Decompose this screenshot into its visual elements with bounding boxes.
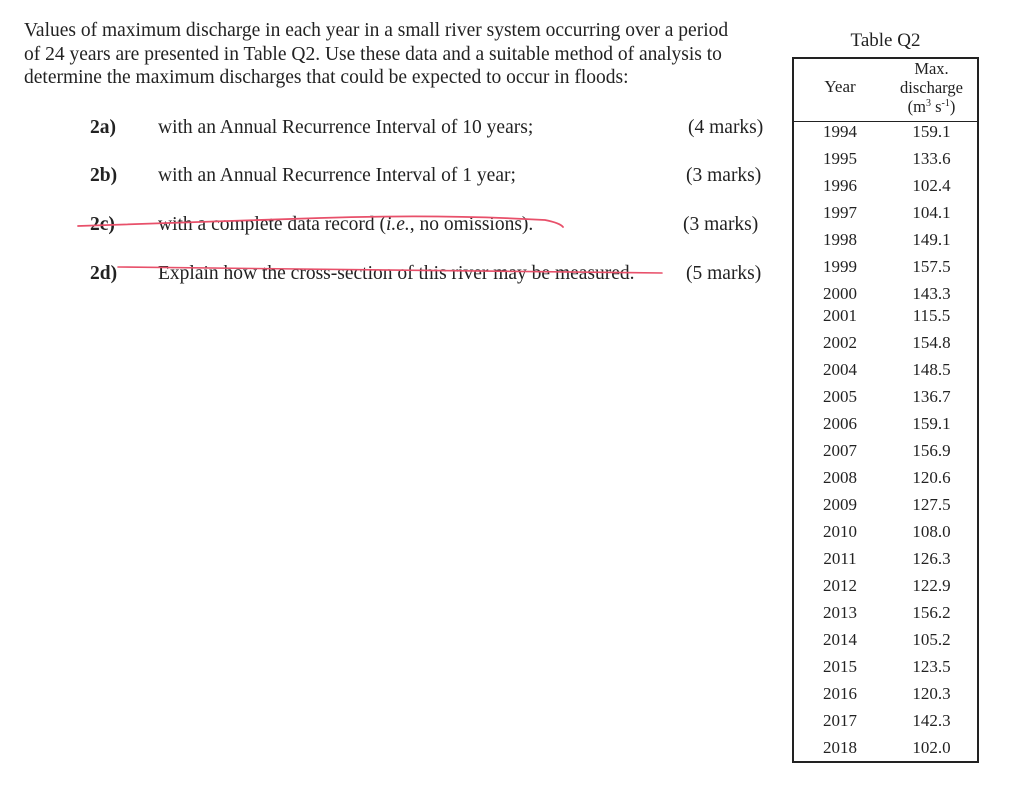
- table-cell-year: 1994: [823, 122, 857, 141]
- header-line: discharge: [900, 78, 963, 97]
- table-cell-discharge: 102.0: [912, 738, 951, 757]
- table-cell-discharge: 126.3: [912, 549, 951, 568]
- table-cell-year: 2008: [823, 468, 857, 487]
- header-line: Max.: [914, 59, 949, 78]
- table-cell-discharge: 149.1: [912, 230, 951, 249]
- table-cell-discharge: 156.2: [912, 603, 951, 622]
- table-cell-year: 2000: [823, 284, 857, 303]
- table-cell-discharge: 159.1: [912, 122, 951, 141]
- table-cell-year: 1999: [823, 257, 857, 276]
- header-unit: [886, 97, 977, 116]
- question-marks: (3 marks): [686, 165, 762, 186]
- table-cell-discharge: 115.5: [912, 306, 951, 325]
- table-cell-discharge: 133.6: [912, 149, 951, 168]
- question-number: 2c): [90, 214, 115, 235]
- unit-part: s: [930, 97, 942, 116]
- question-text: [158, 214, 533, 236]
- table-cell-discharge: 136.7: [912, 387, 951, 406]
- question-2b: [0, 165, 780, 191]
- intro-line: Values of maximum discharge in each year in a small river system occurring over a period: [24, 20, 729, 41]
- intro-line: determine the maximum discharges that could be expected to occur in floods:: [24, 67, 629, 88]
- table-cell-year: 1996: [823, 176, 857, 195]
- table-cell-discharge: 148.5: [912, 360, 951, 379]
- table-cell-year: 2001: [823, 306, 857, 325]
- question-text-italic: i.e.: [385, 214, 410, 235]
- unit-exponent: 3: [925, 98, 931, 109]
- question-marks: (3 marks): [683, 214, 759, 235]
- table-cell-discharge: 104.1: [912, 203, 951, 222]
- question-marks: (4 marks): [688, 117, 764, 138]
- question-2a: [0, 117, 780, 143]
- table-cell-year: 2006: [823, 414, 857, 433]
- question-text-part: , no omissions).: [409, 214, 534, 235]
- question-text: Explain how the cross-section of this river may be measured.: [158, 263, 635, 284]
- question-number: 2b): [90, 165, 118, 186]
- table-cell-discharge: 105.2: [912, 630, 951, 649]
- table-cell-discharge: 143.3: [912, 284, 951, 303]
- table-cell-year: 2005: [823, 387, 857, 406]
- table-cell-year: 2007: [823, 441, 857, 460]
- table-cell-year: 1997: [823, 203, 857, 222]
- table-cell-year: 2018: [823, 738, 857, 757]
- discharge-table: [792, 57, 979, 763]
- question-number: 2d): [90, 263, 118, 284]
- intro-line: of 24 years are presented in Table Q2. Use these data and a suitable method of analysis to: [24, 43, 722, 65]
- table-cell-year: 2009: [823, 495, 857, 514]
- table-cell-year: 1998: [823, 230, 857, 249]
- table-cell-year: 2011: [823, 549, 857, 568]
- table-cell-year: 2017: [823, 711, 857, 730]
- question-2d: [0, 263, 780, 289]
- question-marks: (5 marks): [686, 263, 762, 284]
- table-cell-discharge: 159.1: [912, 414, 951, 433]
- question-2c: [0, 214, 780, 240]
- table-cell-discharge: 154.8: [912, 333, 951, 352]
- table-cell-discharge: 123.5: [912, 657, 951, 676]
- table-cell-year: 1995: [823, 149, 857, 168]
- table-cell-year: 2012: [823, 576, 857, 595]
- question-number: 2a): [90, 117, 116, 138]
- table-header-year: Year: [824, 77, 856, 96]
- unit-part: (m: [907, 97, 926, 116]
- unit-exponent: -1: [941, 98, 950, 109]
- intro-paragraph: [24, 19, 774, 90]
- question-text: with an Annual Recurrence Interval of 1 year;: [158, 165, 516, 186]
- table-cell-discharge: 127.5: [912, 495, 951, 514]
- table-cell-year: 2015: [823, 657, 857, 676]
- table-cell-discharge: 156.9: [912, 441, 951, 460]
- table-cell-discharge: 157.5: [912, 257, 951, 276]
- table-cell-discharge: 120.3: [912, 684, 951, 703]
- table-caption: Table Q2: [850, 30, 921, 51]
- unit-part: ): [949, 97, 956, 116]
- table-cell-discharge: 120.6: [912, 468, 951, 487]
- table-cell-discharge: 122.9: [912, 576, 951, 595]
- table-cell-discharge: 102.4: [912, 176, 951, 195]
- table-cell-discharge: 142.3: [912, 711, 951, 730]
- question-text-part: with a complete data record (: [158, 214, 386, 235]
- table-cell-year: 2013: [823, 603, 857, 622]
- question-text: with an Annual Recurrence Interval of 10 years;: [158, 117, 534, 138]
- table-header-discharge: [886, 59, 977, 116]
- table-cell-year: 2014: [823, 630, 857, 649]
- table-cell-year: 2002: [823, 333, 857, 352]
- table-cell-year: 2016: [823, 684, 857, 703]
- table-cell-year: 2004: [823, 360, 857, 379]
- table-cell-year: 2010: [823, 522, 857, 541]
- table-cell-discharge: 108.0: [912, 522, 951, 541]
